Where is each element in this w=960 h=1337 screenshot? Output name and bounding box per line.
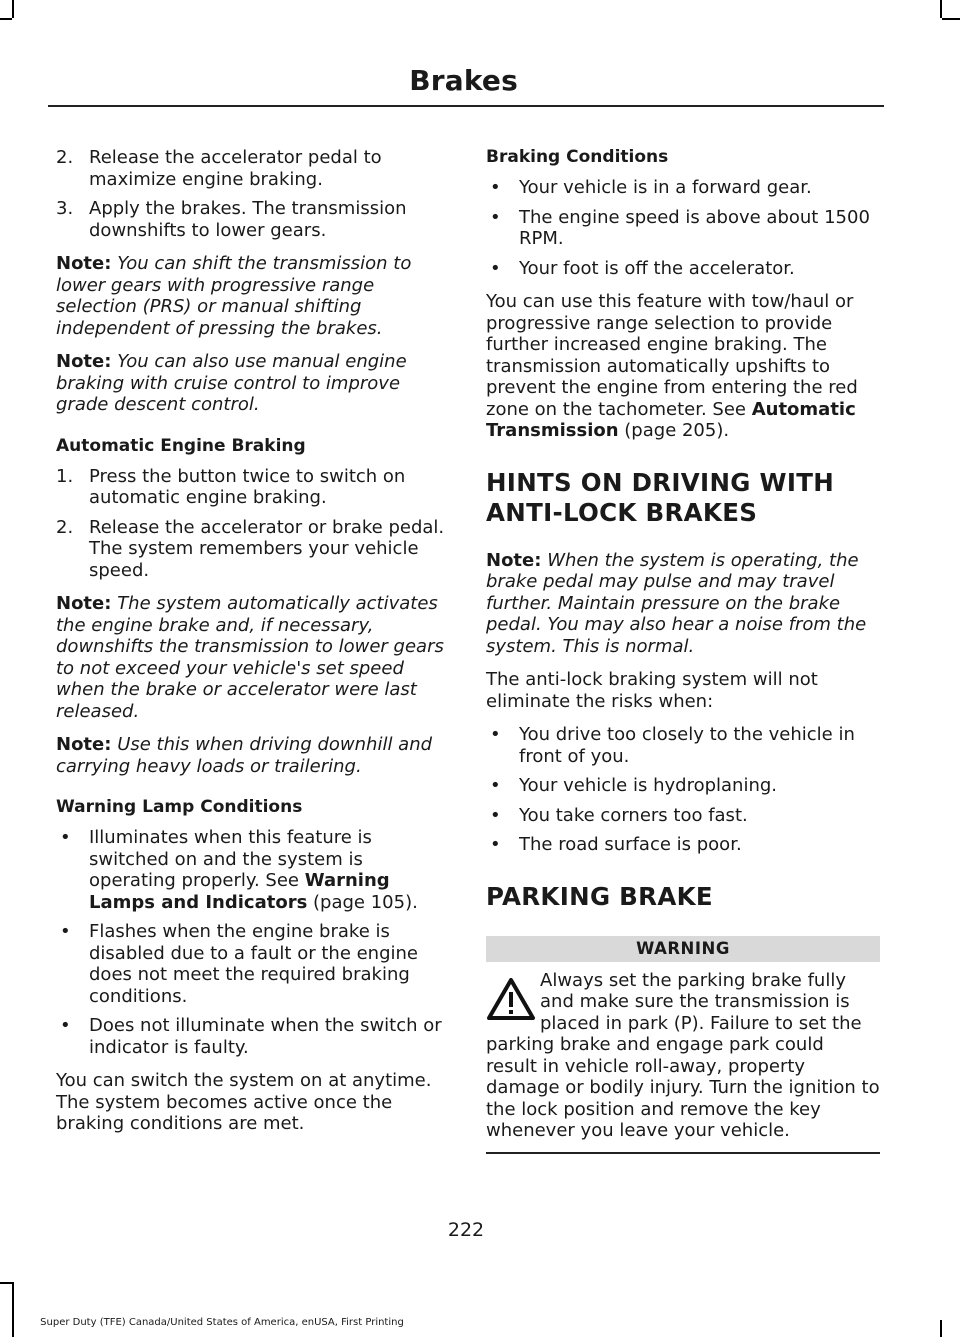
list-item: • You take corners too fast. <box>490 804 748 826</box>
page-title: Brakes <box>409 64 518 97</box>
step-list <box>56 147 450 241</box>
warning-title: WARNING <box>486 936 880 962</box>
list-item: 1. Press the button twice to switch on automatic engine braking. <box>56 465 406 508</box>
list-item: • Illuminates when this feature is switched on and the system is operating properly. See Warning Lamps and Indicators (page 105). <box>60 827 418 913</box>
warning-divider <box>486 1152 880 1154</box>
crop-mark <box>12 0 14 18</box>
list-item: • Your vehicle is hydroplaning. <box>490 775 778 796</box>
list-item: • Does not illuminate when the switch or indicator is faulty. <box>60 1015 442 1058</box>
warning-text: Always set the parking brake fully and make sure the transmission is placed in park (P). Failure to set the parking brake and engage park could result in vehicle roll-away, property damage or bodily injury. Turn the ignition to the lock position and remove the key whenever you leave your vehicle. <box>486 969 880 1141</box>
list-item: • The road surface is poor. <box>490 834 742 855</box>
list-item: • You drive too closely to the vehicle in front of you. <box>490 724 855 767</box>
major-heading: PARKING BRAKE <box>486 881 713 911</box>
list-item: • Your vehicle is in a forward gear. <box>490 177 812 198</box>
right-column <box>486 147 880 1154</box>
note: Note: You can shift the transmission to lower gears with progressive range selection (PRS) or manual shifting independent of pressing the brakes. <box>56 253 412 339</box>
cross-reference-link[interactable]: Warning Lamps and Indicators <box>89 870 390 913</box>
note: Note: When the system is operating, the brake pedal may pulse and may travel further. Maintain pressure on the brake pedal. You may also hear a noise from the system. This is normal. <box>486 549 867 657</box>
warning-body <box>486 962 880 1142</box>
bullet-list <box>486 177 880 279</box>
crop-mark <box>940 0 942 18</box>
note: Note: The system automatically activates the engine brake and, if necessary, downshifts the transmission to lower gears to not exceed your vehicle's set speed when the brake or accelerator were last released. <box>56 593 444 722</box>
warning-triangle-icon <box>486 976 536 1024</box>
list-item: 2. Release the accelerator or brake pedal. The system remembers your vehicle speed. <box>56 516 445 581</box>
paragraph: You can switch the system on at anytime. The system becomes active once the braking conditions are met. <box>56 1070 432 1134</box>
crop-mark <box>0 1282 12 1284</box>
crop-mark <box>940 1320 942 1337</box>
section-heading: Warning Lamp Conditions <box>56 797 303 817</box>
list-item: 3. Apply the brakes. The transmission downshifts to lower gears. <box>56 198 407 241</box>
cross-reference-link[interactable]: Automatic Transmission <box>486 398 856 441</box>
bullet-list <box>56 827 450 1058</box>
list-item: • The engine speed is above about 1500 RPM. <box>490 206 870 249</box>
bullet-list <box>486 724 880 856</box>
step-list <box>56 466 450 582</box>
header-divider <box>48 105 884 107</box>
list-item: 2. Release the accelerator pedal to maximize engine braking. <box>56 147 382 190</box>
crop-mark <box>942 18 960 20</box>
paragraph: The anti-lock braking system will not eliminate the risks when: <box>486 669 818 712</box>
publication-footer: Super Duty (TFE) Canada/United States of America, enUSA, First Printing <box>40 1317 404 1328</box>
section-heading: Braking Conditions <box>486 147 669 167</box>
major-heading: HINTS ON DRIVING WITH ANTI-LOCK BRAKES <box>486 467 835 527</box>
list-item: • Your foot is off the accelerator. <box>490 257 795 279</box>
paragraph: You can use this feature with tow/haul or progressive range selection to provide further increased engine braking. The transmission automatically upshifts to prevent the engine from entering the red zone on the tachometer. See Automatic Transmission (page 205). <box>486 291 858 441</box>
crop-mark <box>12 1282 14 1337</box>
note: Note: Use this when driving downhill and carrying heavy loads or trailering. <box>56 734 433 777</box>
warning-box <box>486 936 880 1154</box>
left-column <box>56 147 450 1147</box>
list-item: • Flashes when the engine brake is disabled due to a fault or the engine does not meet the required braking conditions. <box>60 921 419 1007</box>
section-heading: Automatic Engine Braking <box>56 435 306 456</box>
crop-mark <box>0 18 12 20</box>
page-number: 222 <box>447 1219 485 1241</box>
note: Note: You can also use manual engine braking with cruise control to improve grade descent control. <box>56 351 407 415</box>
